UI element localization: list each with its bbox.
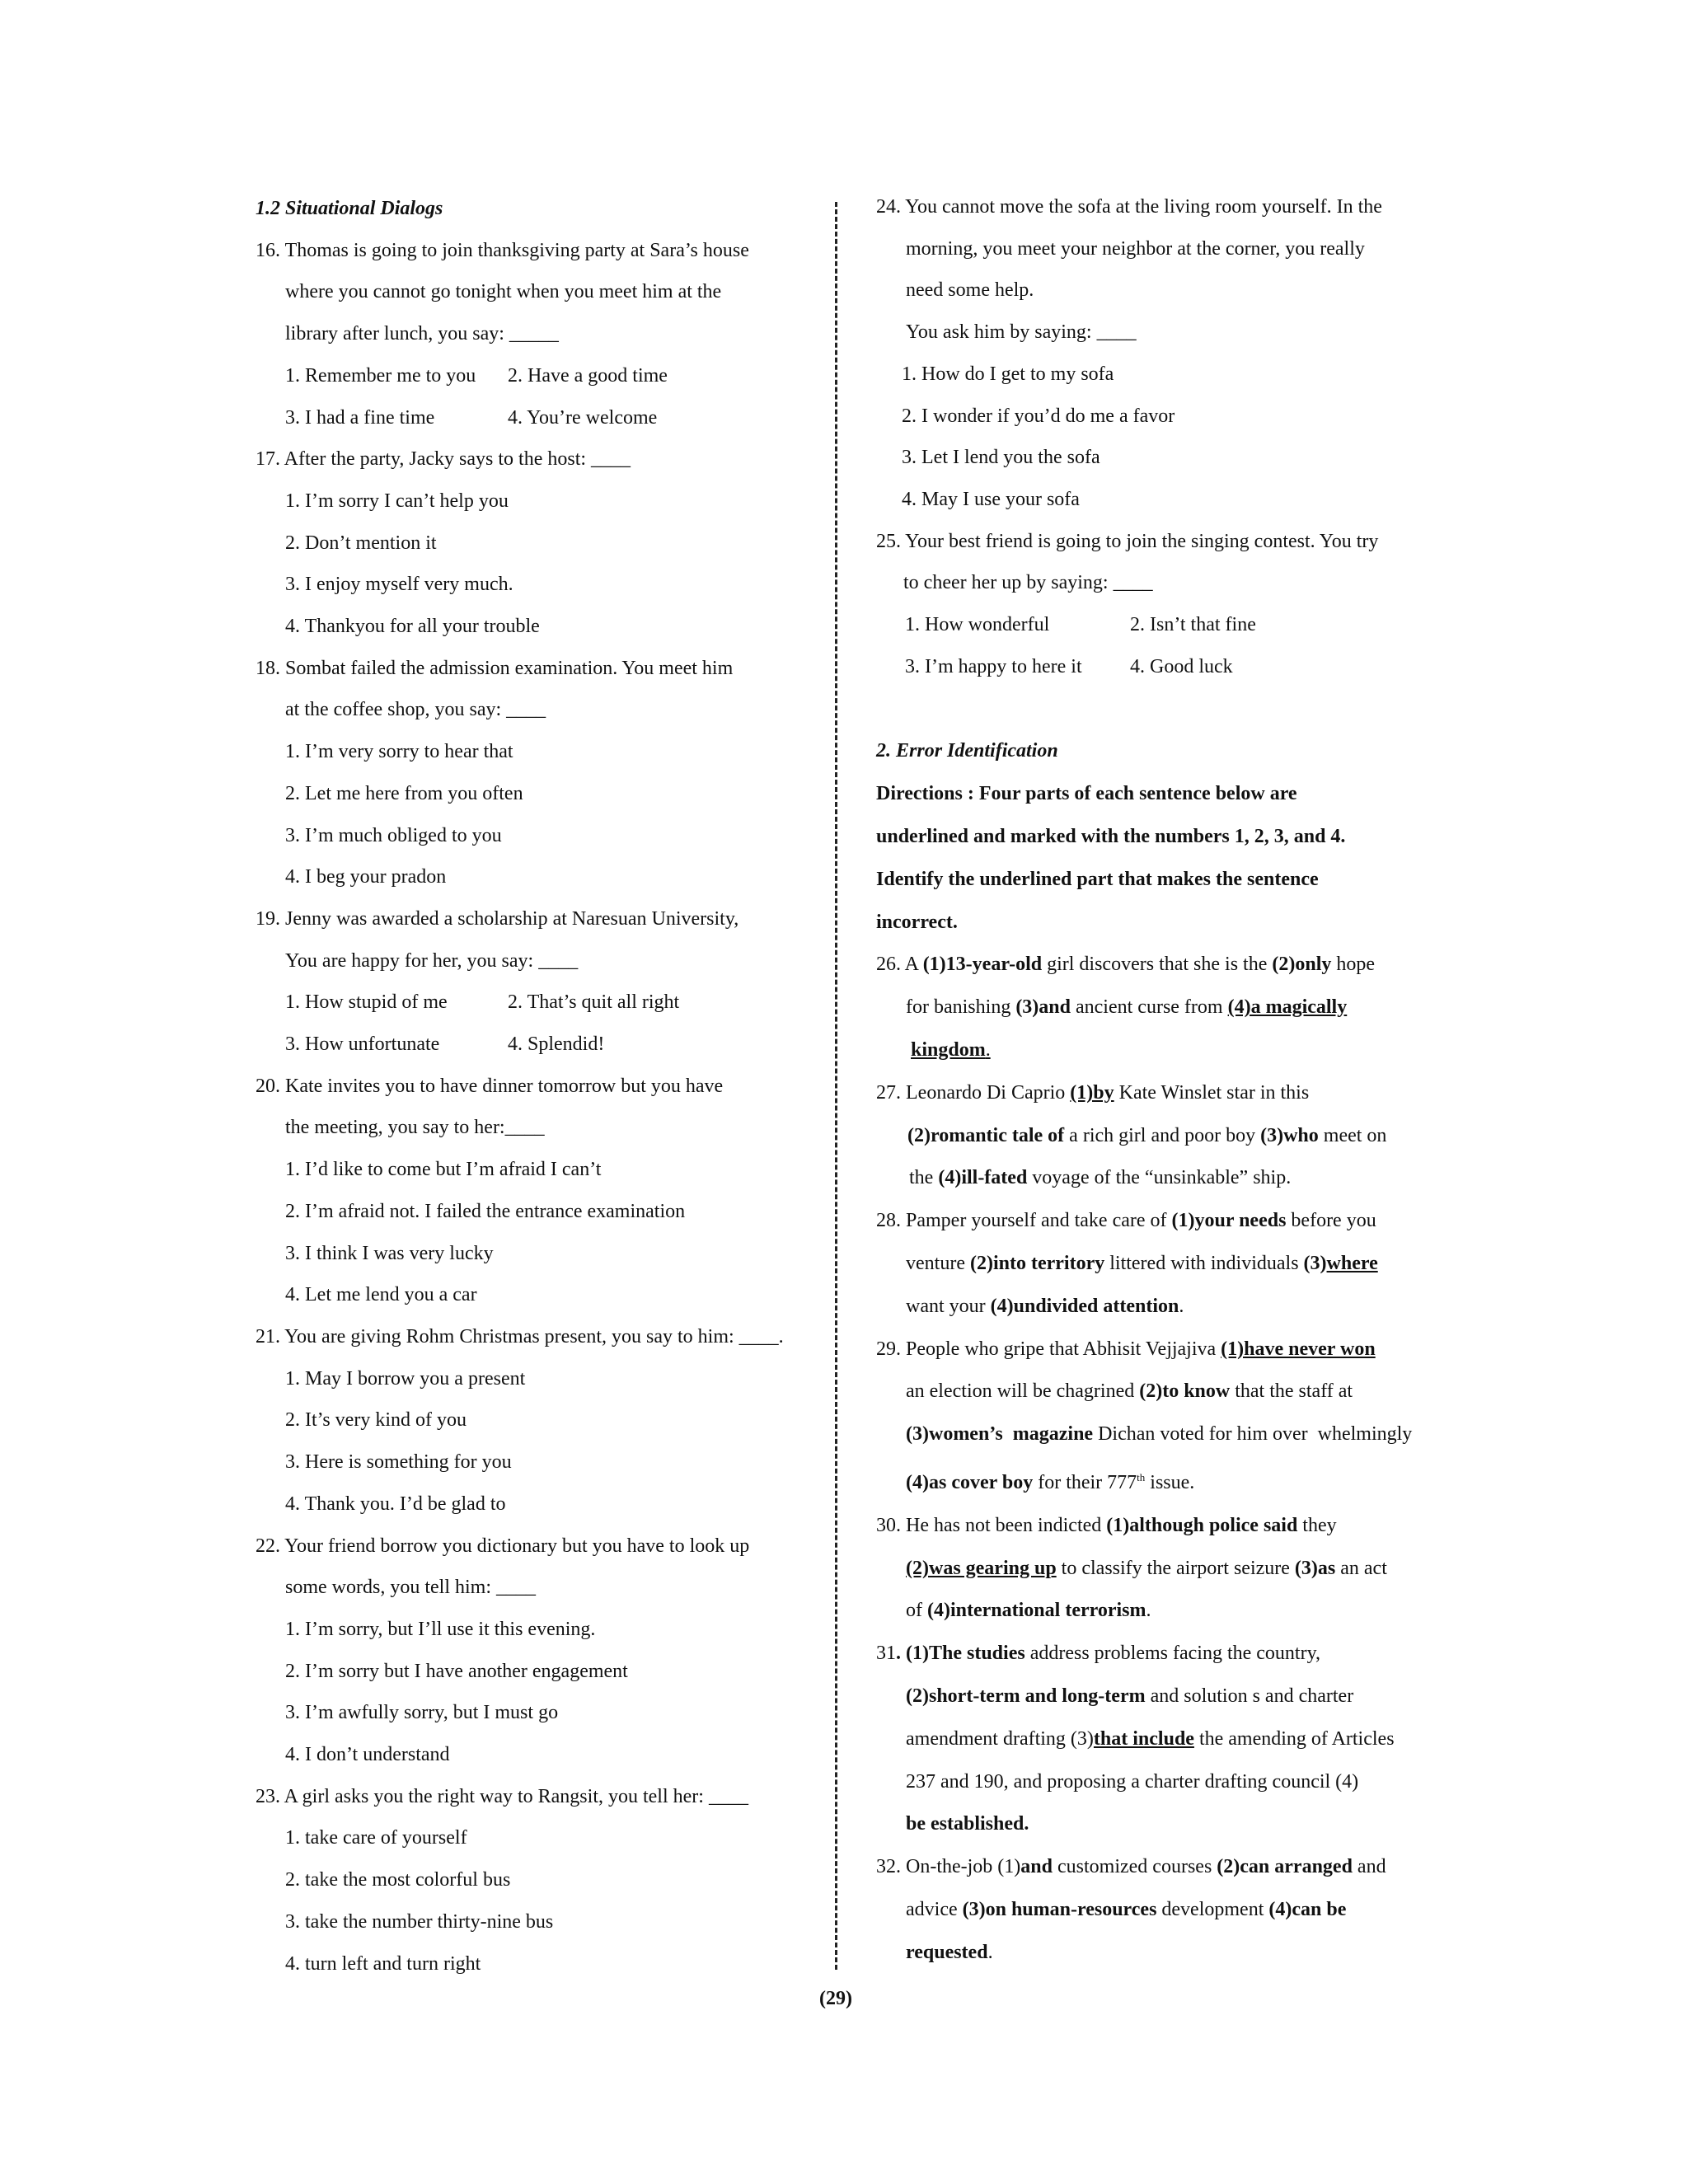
option: 4. Thankyou for all your trouble [285,616,540,638]
marked-part: kingdom [911,1039,986,1062]
marked-part: (3)who [1260,1124,1319,1146]
question-30 [876,1505,1470,1633]
option: 2. take the most colorful bus [285,1869,511,1891]
text: and [1352,1856,1386,1878]
text: for their 777 [1033,1471,1137,1493]
text: 30. He has not been indicted [876,1514,1107,1536]
text: venture [906,1253,970,1274]
question-21 [256,1316,832,1526]
text: they [1297,1514,1337,1536]
question-22 [256,1526,832,1776]
page-number: (29) [819,1988,852,2009]
marked-part: (3)and [1015,996,1071,1019]
question-text: the meeting, you say to her:____ [285,1117,545,1139]
option: 2. I wonder if you’d do me a favor [902,405,1175,427]
marked-part: (4)ill-fated [938,1167,1028,1189]
text: issue. [1145,1471,1195,1493]
marked-part: (1)13-year-old [922,954,1043,976]
marked-part: (4)a magically [1227,996,1348,1019]
text: amendment drafting (3) [906,1727,1094,1750]
text: littered with individuals [1104,1253,1304,1274]
marked-part: that include [1093,1727,1194,1750]
option: 3. Here is something for you [285,1451,512,1474]
text: development [1156,1898,1269,1920]
text: to classify the airport seizure [1056,1557,1295,1579]
question-18 [256,648,832,898]
option: 2. I’m afraid not. I failed the entrance examination [285,1200,686,1222]
marked-part: (3)on human-resources [962,1898,1157,1920]
marked-part: (2)to know [1139,1380,1231,1403]
text: advice [906,1898,963,1920]
question-text: 23. A girl asks you the right way to Rangsit, you tell her: ____ [256,1785,748,1807]
option: 2. It’s very kind of you [285,1409,467,1432]
question-28 [876,1200,1470,1328]
question-27 [876,1072,1470,1200]
directions [876,773,1470,944]
marked-part: (3)women’s magazine [906,1423,1094,1446]
question-line [876,1072,1470,1115]
question-26 [876,944,1470,1071]
option: 3. I enjoy myself very much. [285,574,513,596]
text: the amending of Articles [1193,1727,1395,1750]
marked-part: (1)have never won [1221,1338,1376,1360]
option-row [256,397,832,439]
option: 4. Splendid! [508,1033,605,1056]
option: 1. May I borrow you a present [285,1367,526,1390]
question-text: 19. Jenny was awarded a scholarship at Naresuan University, [256,907,739,930]
directions-text: underlined and marked with the numbers 1, 2, 3, and 4. [876,826,1346,848]
question-line [876,1675,1470,1718]
text: 32. On-the-job (1) [876,1856,1021,1878]
option: 3. take the number thirty-nine bus [285,1910,554,1933]
question-line [876,987,1470,1029]
option: 4. You’re welcome [508,406,658,429]
question-line [876,1157,1470,1200]
option: 1. How do I get to my sofa [902,363,1114,385]
option: 4. Let me lend you a car [285,1284,477,1306]
text: ancient curse from [1071,996,1228,1019]
marked-part: (2)romantic tale of [907,1124,1065,1146]
question-24 [876,186,1470,521]
text: . [985,1039,991,1062]
question-line [876,1846,1470,1889]
text: 27. Leonardo Di Caprio [876,1081,1071,1104]
option: 2. Isn’t that fine [1130,614,1256,636]
directions-text: incorrect. [876,911,958,933]
text: address problems facing the country, [1025,1643,1321,1665]
option: 1. I’m very sorry to hear that [285,741,513,763]
question-19 [256,898,832,1066]
text: that the staff at [1230,1380,1353,1403]
option: 3. Let I lend you the sofa [902,447,1100,469]
text: Dichan voted for him over whelmingly [1093,1423,1413,1446]
option: 4. I beg your pradon [285,866,447,888]
question-text: 21. You are giving Rohm Christmas present, you say to him: ____. [256,1325,784,1347]
marked-part: (2)into territory [969,1253,1105,1274]
question-text: need some help. [906,279,1034,302]
text: . [1179,1295,1184,1317]
option-row [876,604,1470,646]
marked-part: (4)international terrorism [927,1600,1146,1622]
text: an act [1335,1557,1387,1579]
question-20 [256,1066,832,1316]
marked-part: (1)by [1070,1081,1114,1104]
option: 3. I think I was very lucky [285,1242,494,1264]
option: 2. Let me here from you often [285,782,523,804]
marked-part: be established. [906,1813,1029,1835]
text: 28. Pamper yourself and take care of [876,1210,1172,1232]
marked-part: . (1)The studies [896,1643,1025,1665]
option: 4. turn left and turn right [285,1952,481,1975]
option: 2. I’m sorry but I have another engagement [285,1660,628,1682]
marked-part: (4)can be [1268,1898,1347,1920]
question-text: You ask him by saying: ____ [906,321,1137,344]
text: and solution s and charter [1145,1685,1354,1707]
text: an election will be chagrined [906,1380,1140,1403]
question-text: 16. Thomas is going to join thanksgiving party at Sara’s house [256,239,749,261]
option: 2. Don’t mention it [285,532,437,554]
option: 3. I had a fine time [285,406,435,429]
question-line [876,1548,1470,1591]
column-divider [835,202,837,1970]
question-text: where you cannot go tonight when you meet him at the [285,281,722,303]
question-line [876,1413,1470,1456]
question-32 [876,1846,1470,1974]
question-line [876,1889,1470,1932]
marked-part: (3)as [1294,1557,1336,1579]
marked-part: (4)as cover boy [906,1471,1034,1493]
question-text: 24. You cannot move the sofa at the living room yourself. In the [876,196,1382,218]
question-line [876,1505,1470,1548]
question-line [876,1371,1470,1413]
option: 3. I’m happy to here it [905,655,1082,677]
section-title: 1.2 Situational Dialogs [256,198,443,219]
question-text: to cheer her up by saying: ____ [903,572,1153,594]
question-line [876,1243,1470,1286]
question-text: morning, you meet your neighbor at the corner, you really [906,237,1365,260]
question-25 [876,521,1470,688]
question-text: library after lunch, you say: _____ [285,323,559,345]
option: 3. I’m awfully sorry, but I must go [285,1702,559,1724]
superscript: th [1137,1470,1146,1483]
text: 31 [876,1643,896,1665]
option: 1. I’m sorry, but I’ll use it this evening. [285,1618,596,1640]
text: . [987,1941,993,1963]
question-line: 237 and 190, and proposing a charter drafting council (4) [906,1770,1359,1793]
text: 26. A [876,954,923,976]
text: 29. People who gripe that Abhisit Vejjajiva [876,1338,1221,1360]
question-29 [876,1329,1470,1505]
question-text: some words, you tell him: ____ [285,1577,536,1599]
marked-part: (2)can arranged [1217,1856,1353,1878]
option: 4. Good luck [1130,655,1233,677]
text: meet on [1318,1124,1387,1146]
marked-part: (1)although police said [1106,1514,1298,1536]
question-text: 17. After the party, Jacky says to the host: ____ [256,448,631,471]
text: Kate Winslet star in this [1114,1081,1310,1104]
option: 2. Have a good time [508,364,668,387]
question-line [876,1633,1470,1675]
option: 3. How unfortunate [285,1033,440,1056]
option: 4. Thank you. I’d be glad to [285,1493,506,1515]
marked-part: (4)undivided attention [990,1295,1179,1317]
text: a rich girl and poor boy [1064,1124,1261,1146]
text: for banishing [906,996,1016,1019]
question-line [876,1590,1470,1633]
marked-part: (2)was gearing up [906,1557,1057,1579]
option-row [256,355,832,397]
question-line [876,1329,1470,1371]
directions-text: Identify the underlined part that makes the sentence [876,868,1319,890]
text: customized courses [1053,1856,1217,1878]
option: 1. I’d like to come but I’m afraid I can’t [285,1159,602,1181]
question-line [876,1932,1470,1975]
option: 4. May I use your sofa [902,488,1080,510]
directions-text: Directions : Four parts of each sentence below are [876,783,1297,805]
question-31 [876,1633,1470,1846]
question-line [876,1718,1470,1761]
question-text: 25. Your best friend is going to join the singing contest. You try [876,530,1379,552]
text: hope [1331,954,1376,976]
option: 1. How wonderful [905,614,1050,636]
question-line [876,944,1470,987]
left-column [256,188,832,1985]
question-17 [256,438,832,648]
marked-part: and [1020,1856,1053,1878]
option-row [876,646,1470,688]
option: 1. take care of yourself [285,1827,467,1849]
question-line [876,1200,1470,1243]
question-line [876,1029,1470,1072]
question-text: at the coffee shop, you say: ____ [285,699,546,721]
question-text: 18. Sombat failed the admission examination. You meet him [256,657,734,679]
option: 2. That’s quit all right [508,991,680,1014]
question-line [876,1115,1470,1158]
marked-part: requested [906,1941,988,1963]
question-text: 20. Kate invites you to have dinner tomorrow but you have [256,1075,724,1097]
marked-part: (2)only [1272,954,1332,976]
question-line [876,1286,1470,1329]
text: . [1146,1600,1151,1622]
option-row [256,1024,832,1066]
option: 1. How stupid of me [285,991,448,1014]
marked-part: (2)short-term and long-term [906,1685,1146,1707]
option: 1. Remember me to you [285,364,476,387]
option: 4. I don’t understand [285,1744,450,1766]
option: 1. I’m sorry I can’t help you [285,490,509,512]
marked-part: (3) [1303,1253,1327,1274]
text: girl discovers that she is the [1042,954,1273,976]
question-line [876,1456,1470,1505]
right-column [876,186,1470,1975]
marked-part: where [1326,1253,1378,1274]
text: of [906,1600,927,1622]
question-16 [256,230,832,439]
section-title: 2. Error Identification [876,740,1058,762]
option: 3. I’m much obliged to you [285,824,502,846]
text: before you [1286,1210,1376,1232]
text: the [909,1167,939,1189]
question-text: You are happy for her, you say: ____ [285,949,579,972]
text: want your [906,1295,991,1317]
question-text: 22. Your friend borrow you dictionary but you have to look up [256,1535,750,1557]
option-row [256,982,832,1024]
marked-part: (1)your needs [1171,1210,1287,1232]
text: voyage of the “unsinkable” ship. [1027,1167,1292,1189]
question-23 [256,1776,832,1985]
